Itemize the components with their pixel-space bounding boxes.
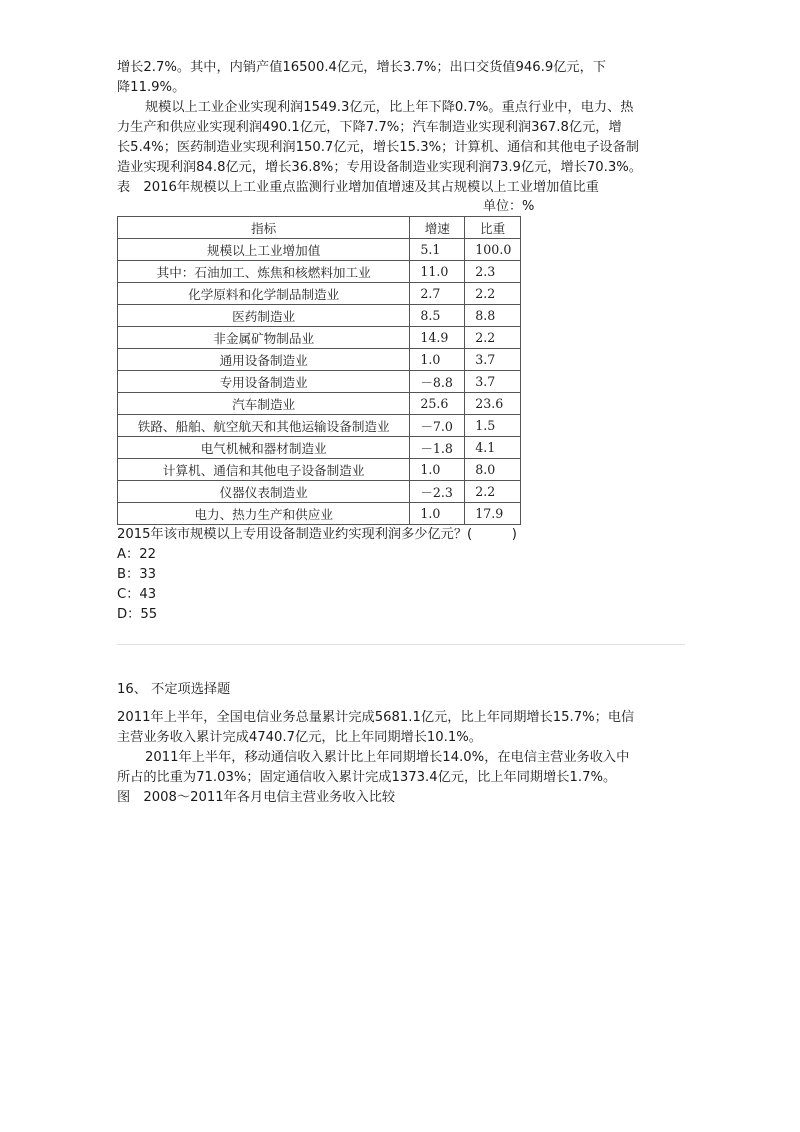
row-name: 其中：石油加工、炼焦和核燃料加工业 (118, 261, 410, 283)
header-share: 比重 (465, 217, 521, 239)
row-name: 医药制造业 (118, 305, 410, 327)
intro-line: 降11.9%。 (117, 80, 186, 95)
question-16-block (117, 680, 685, 808)
row-share: 8.0 (465, 459, 521, 481)
table-row (118, 415, 521, 437)
telecom-paragraph-line: 2011年上半年，全国电信业务总量累计完成5681.1亿元，比上年同期增长15.7%；电信 (117, 710, 635, 725)
row-growth: 11.0 (410, 261, 465, 283)
row-name: 规模以上工业增加值 (118, 239, 410, 261)
option-d[interactable]: D：55 (117, 607, 158, 622)
table-row (118, 437, 521, 459)
row-share: 2.2 (465, 283, 521, 305)
option-b[interactable]: B：33 (117, 567, 157, 582)
table-row (118, 481, 521, 503)
row-name: 汽车制造业 (118, 393, 410, 415)
profit-paragraph-line: 力生产和供应业实现利润490.1亿元，下降7.7%；汽车制造业实现利润367.8亿元，增 (117, 120, 622, 135)
row-name: 电气机械和器材制造业 (118, 437, 410, 459)
profit-paragraph-line: 长5.4%；医药制造业实现利润150.7亿元，增长15.3%；计算机、通信和其他电子设备制 (117, 140, 639, 155)
row-growth: 1.0 (410, 503, 465, 525)
table-row (118, 393, 521, 415)
row-share: 1.5 (465, 415, 521, 437)
row-share: 3.7 (465, 371, 521, 393)
telecom-paragraph-line: 所占的比重为71.03%；固定通信收入累计完成1373.4亿元，比上年同期增长1.7%。 (117, 770, 617, 785)
table-row (118, 503, 521, 525)
telecom-paragraph-line: 主营业务收入累计完成4740.7亿元，比上年同期增长10.1%。 (117, 730, 482, 745)
telecom-paragraph-line: 2011年上半年，移动通信收入累计比上年同期增长14.0%，在电信主营业务收入中 (145, 750, 630, 765)
figure-caption: 图 2008～2011年各月电信主营业务收入比较 (117, 790, 396, 805)
row-growth: 2.7 (410, 283, 465, 305)
row-growth: －7.0 (410, 415, 465, 437)
row-growth: 25.6 (410, 393, 465, 415)
profit-paragraph-line: 造业实现利润84.8亿元，增长36.8%；专用设备制造业实现利润73.9亿元，增长70.3%。 (117, 160, 642, 175)
table-header-row (118, 217, 521, 239)
row-share: 100.0 (465, 239, 521, 261)
row-growth: 14.9 (410, 327, 465, 349)
intro-line: 增长2.7%。其中，内销产值16500.4亿元，增长3.7%；出口交货值946.9亿元，下 (117, 60, 606, 75)
table-row (118, 459, 521, 481)
row-name: 非金属矿物制品业 (118, 327, 410, 349)
table-row (118, 261, 521, 283)
row-name: 电力、热力生产和供应业 (118, 503, 410, 525)
profit-paragraph-line: 规模以上工业企业实现利润1549.3亿元，比上年下降0.7%。重点行业中，电力、热 (145, 100, 634, 115)
row-growth: 1.0 (410, 459, 465, 481)
row-name: 化学原料和化学制品制造业 (118, 283, 410, 305)
row-share: 2.3 (465, 261, 521, 283)
row-growth: 8.5 (410, 305, 465, 327)
row-share: 3.7 (465, 349, 521, 371)
table-row (118, 327, 521, 349)
row-share: 23.6 (465, 393, 521, 415)
row-name: 铁路、船舶、航空航天和其他运输设备制造业 (118, 415, 410, 437)
row-growth: 1.0 (410, 349, 465, 371)
table-row (118, 283, 521, 305)
question-15-block (117, 58, 685, 625)
industry-table (117, 216, 521, 525)
row-growth: －2.3 (410, 481, 465, 503)
table-unit: 单位：% (483, 199, 535, 214)
row-name: 仪器仪表制造业 (118, 481, 410, 503)
question-divider (117, 644, 685, 645)
row-growth: －8.8 (410, 371, 465, 393)
row-share: 2.2 (465, 327, 521, 349)
header-growth: 增速 (410, 217, 465, 239)
row-name: 计算机、通信和其他电子设备制造业 (118, 459, 410, 481)
table-row (118, 239, 521, 261)
option-c[interactable]: C：43 (117, 587, 157, 602)
table-row (118, 305, 521, 327)
row-growth: 5.1 (410, 239, 465, 261)
header-indicator: 指标 (118, 217, 410, 239)
table-row (118, 349, 521, 371)
row-name: 通用设备制造业 (118, 349, 410, 371)
row-name: 专用设备制造业 (118, 371, 410, 393)
option-a[interactable]: A：22 (117, 547, 156, 562)
table-row (118, 371, 521, 393)
row-growth: －1.8 (410, 437, 465, 459)
question-15-stem: 2015年该市规模以上专用设备制造业约实现利润多少亿元？( ) (117, 527, 517, 542)
question-16-number: 16、 不定项选择题 (117, 682, 231, 697)
row-share: 17.9 (465, 503, 521, 525)
row-share: 8.8 (465, 305, 521, 327)
row-share: 2.2 (465, 481, 521, 503)
table-caption: 表 2016年规模以上工业重点监测行业增加值增速及其占规模以上工业增加值比重 (117, 180, 599, 195)
row-share: 4.1 (465, 437, 521, 459)
